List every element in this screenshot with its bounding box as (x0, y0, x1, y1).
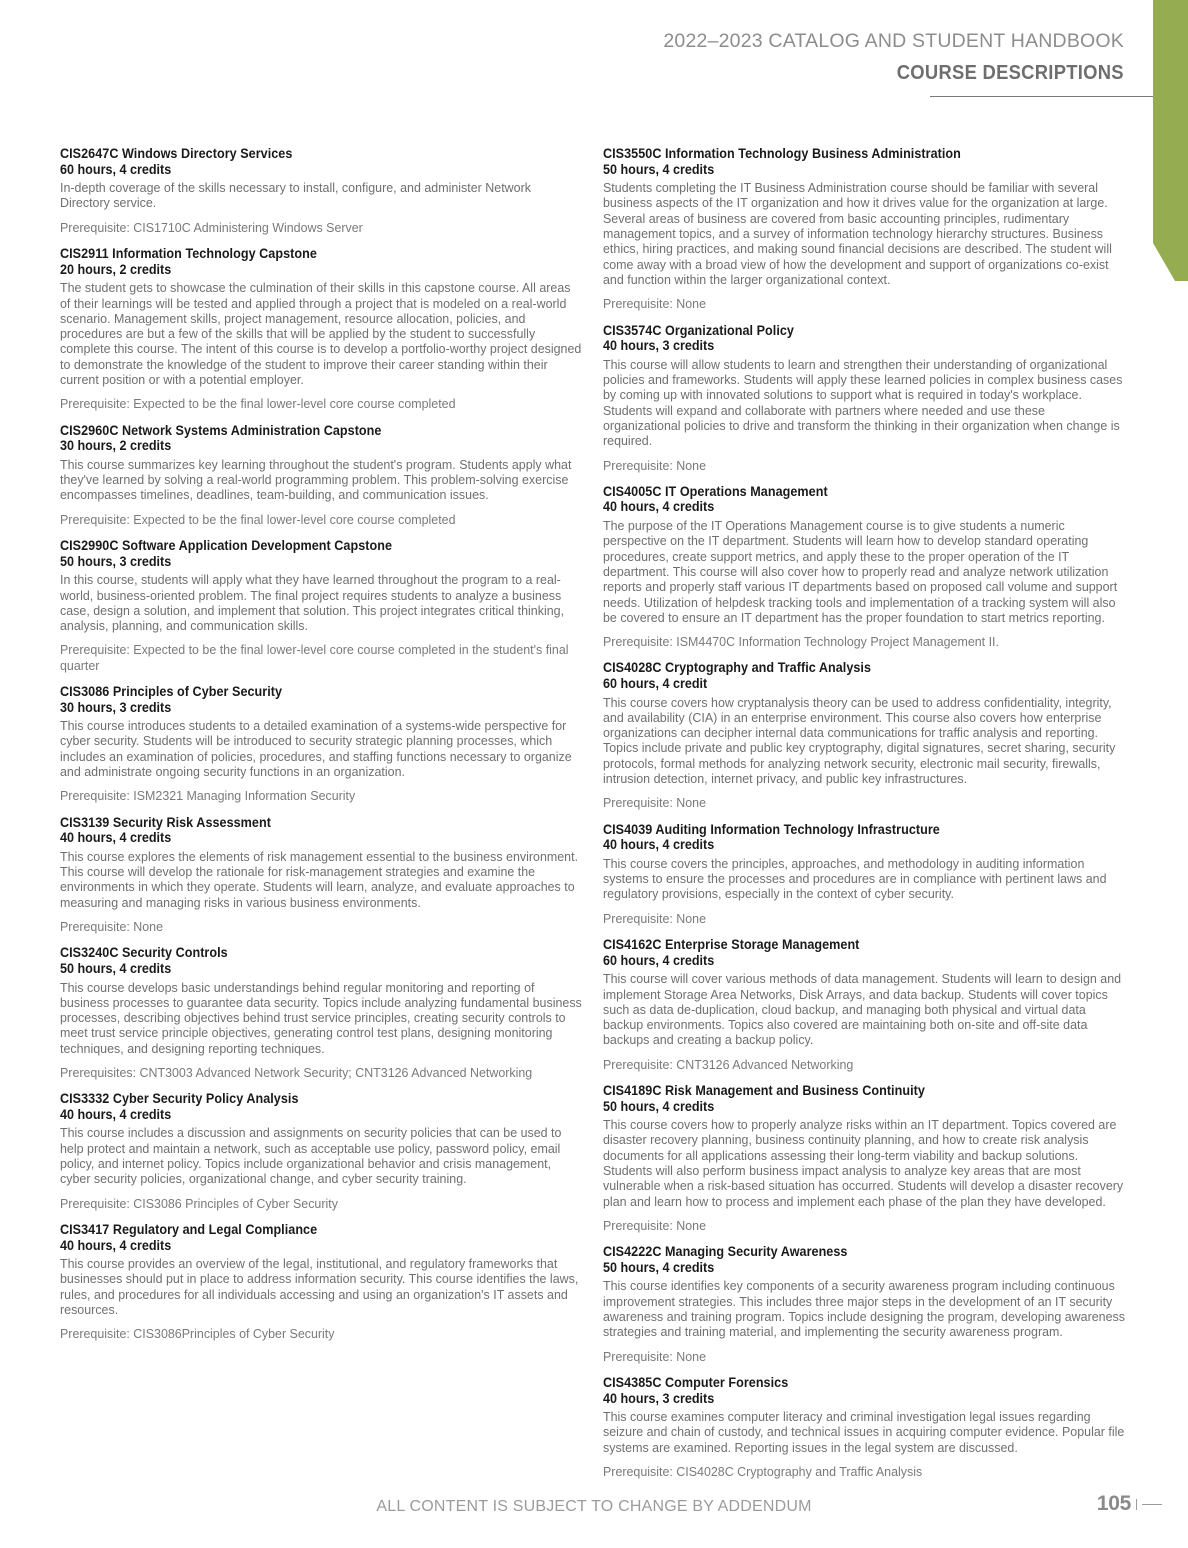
course-hours-credits: 50 hours, 4 credits (603, 161, 715, 177)
course-description: The student gets to showcase the culmination of their skills in this capstone course. All areas of their learnings will be tested and applied through a project that is modeled on a real-world scenario. Management skills, project management, resource allocation, policies, and procedures are but a few of the skills that will be applied by the student to successfully complete this course. The intent of this course is to develop a portfolio-worthy project designed to demonstrate the knowledge of the student to improve their career standing within their current position or with a potential employer. (60, 280, 582, 388)
course-hours-credits: 40 hours, 3 credits (603, 338, 715, 354)
footer-tick (1136, 1499, 1137, 1510)
course-title: CIS4222C Managing Security Awareness (603, 1244, 848, 1260)
footer-dash (1142, 1504, 1162, 1505)
course-title: CIS4385C Computer Forensics (603, 1374, 789, 1390)
course-prerequisite: Prerequisite: ISM4470C Information Technology Project Management II. (603, 634, 999, 650)
course-entry (603, 484, 1126, 650)
course-hours-credits: 40 hours, 4 credits (60, 830, 172, 846)
course-entry (60, 1091, 583, 1211)
course-prerequisite: Prerequisite: ISM2321 Managing Information Security (60, 788, 356, 804)
course-entry (603, 1375, 1126, 1479)
page-header (0, 0, 1188, 110)
course-hours-credits: 60 hours, 4 credits (603, 952, 715, 968)
course-entry (603, 937, 1126, 1072)
course-description: Students completing the IT Business Administration course should be familiar with several business aspects of the IT organization and how it drives value for the organization at large. Several areas of business are covered from basic accounting principles, rudimentary management topics, and a survey of information technology hierarchy structures. Business ethics, hiring practices, and making sound financial decisions are described. The student will come away with a broad view of how the development and support of organizations co-exist and function within the larger organizational context. (603, 180, 1112, 287)
course-description: This course includes a discussion and assignments on security policies that can be used to help protect and maintain a network, such as acceptable use policy, password policy, email policy, and internet policy. Topics include organizational behavior and crisis management, cyber security policies, organizational change, and cyber security training. (60, 1125, 562, 1187)
course-entry (603, 1083, 1126, 1233)
course-description: This course explores the elements of risk management essential to the business environment. This course will develop the rationale for risk-management strategies and examine the environments in which they operate. Students will learn, analyze, and evaluate approaches to measuring and managing risks in various business environments. (60, 848, 579, 910)
course-prerequisite: Prerequisite: None (603, 1348, 707, 1364)
course-prerequisite: Prerequisite: None (603, 1217, 707, 1233)
page-number: 105 (1096, 1492, 1131, 1515)
course-description: The purpose of the IT Operations Management course is to give students a numeric perspective on the IT department. Students will learn how to develop standard operating procedures, create support metrics, and apply these to the proper operation of the IT department. This course will also cover how to properly read and analyze network utilization reports and properly staff various IT departments based on proposed call volume and support needs. Utilization of helpdesk tracking tools and implementation of a tracking system will also be covered to ensure an IT department has the proper foundation to start metrics reporting. (603, 518, 1118, 625)
course-title: CIS3332 Cyber Security Policy Analysis (60, 1091, 299, 1107)
course-hours-credits: 40 hours, 4 credits (603, 837, 715, 853)
course-prerequisite: Prerequisite: CNT3126 Advanced Networking (603, 1056, 854, 1072)
course-entry (60, 684, 583, 804)
course-hours-credits: 60 hours, 4 credits (60, 161, 172, 177)
course-entry (603, 146, 1126, 312)
course-title: CIS3550C Information Technology Business Administration (603, 146, 961, 161)
course-hours-credits: 30 hours, 2 credits (60, 438, 172, 454)
course-description: In this course, students will apply what they have learned throughout the program to a real-world, business-oriented problem. The final project requires students to analyze a business case, design a solution, and implement that solution. This project integrates critical thinking, analysis, planning, and communication skills. (60, 572, 565, 634)
course-hours-credits: 50 hours, 4 credits (603, 1259, 715, 1275)
course-title: CIS4028C Cryptography and Traffic Analysis (603, 660, 872, 676)
course-prerequisite: Prerequisite: CIS1710C Administering Windows Server (60, 219, 363, 235)
course-hours-credits: 20 hours, 2 credits (60, 261, 172, 277)
course-title: CIS3240C Security Controls (60, 945, 228, 961)
course-hours-credits: 60 hours, 4 credit (603, 675, 708, 691)
course-title: CIS3139 Security Risk Assessment (60, 814, 271, 830)
page-number-block (1097, 1492, 1162, 1516)
course-prerequisite: Prerequisite: None (603, 910, 707, 926)
catalog-kicker: 2022–2023 CATALOG AND STUDENT HANDBOOK (663, 30, 1124, 52)
course-description: This course provides an overview of the legal, institutional, and regulatory frameworks that businesses should put in place to address information security. This course identifies the laws, rules, and procedures for all individuals accessing and using an organization's IT assets and resources. (60, 1256, 579, 1318)
course-entry (60, 246, 583, 412)
course-prerequisite: Prerequisite: None (603, 457, 707, 473)
course-entry (603, 660, 1126, 810)
course-description: This course will allow students to learn and strengthen their understanding of organizational policies and frameworks. Students will apply these learned policies in complex business cases by coming up with innovated solutions to support what is required in today's workplace. Students will expand and collaborate with partners where needed and use these organizational policies to drive and transform the thinking in their organization when change is required. (603, 356, 1123, 449)
course-hours-credits: 50 hours, 4 credits (603, 1098, 715, 1114)
page-footer (0, 1490, 1188, 1530)
course-prerequisite: Prerequisite: CIS3086Principles of Cyber Security (60, 1326, 335, 1342)
course-description: This course identifies key components of a security awareness program including continuous improvement strategies. This includes three major steps in the development of an IT security awareness and training program. Topics include designing the program, developing awareness strategies and training material, and implementing the security awareness program. (603, 1278, 1125, 1340)
course-title: CIS3574C Organizational Policy (603, 322, 794, 338)
course-hours-credits: 40 hours, 3 credits (603, 1390, 715, 1406)
course-hours-credits: 50 hours, 4 credits (60, 960, 172, 976)
course-title: CIS3417 Regulatory and Legal Compliance (60, 1221, 318, 1237)
course-title: CIS2960C Network Systems Administration Capstone (60, 422, 382, 438)
course-title: CIS2911 Information Technology Capstone (60, 246, 317, 262)
header-rule (930, 96, 1153, 97)
course-entry (603, 822, 1126, 926)
course-columns (60, 146, 1130, 1480)
course-entry (60, 815, 583, 935)
left-column (60, 146, 583, 1458)
course-prerequisite: Prerequisite: Expected to be the final lower-level core course completed (60, 511, 456, 527)
course-prerequisite: Prerequisites: CNT3003 Advanced Network Security; CNT3126 Advanced Networking (60, 1065, 533, 1080)
course-description: This course covers the principles, approaches, and methodology in auditing information systems to ensure the processes and procedures are in compliance with pertinent laws and regulatory provisions, especially in the context of cyber security. (603, 855, 1107, 902)
course-entry (60, 146, 583, 235)
course-prerequisite: Prerequisite: Expected to be the final lower-level core course completed in the student's final quarter (60, 642, 569, 673)
course-description: This course examines computer literacy and criminal investigation legal issues regarding seizure and chain of custody, and technical issues in acquiring computer evidence. Popular file systems are examined. Reporting issues in the legal system are discussed. (603, 1409, 1125, 1455)
course-entry (603, 323, 1126, 473)
course-description: This course covers how cryptanalysis theory can be used to address confidentiality, integrity, and availability (CIA) in an enterprise environment. This course also covers how enterprise organizations can decipher internal data communications for traffic analysis and reporting. Topics include private and public key cryptography, digital signatures, secret sharing, security protocols, formal methods for analyzing network security, electronic mail security, firewalls, intrusion detection, internet privacy, and public key infrastructures. (603, 694, 1116, 787)
course-title: CIS4189C Risk Management and Business Continuity (603, 1083, 925, 1098)
course-description: In-depth coverage of the skills necessary to install, configure, and administer Network Directory service. (60, 180, 531, 211)
course-title: CIS2990C Software Application Development Capstone (60, 538, 393, 554)
page-title: COURSE DESCRIPTIONS (896, 62, 1124, 84)
right-column (603, 146, 1126, 1480)
course-entry (60, 1222, 583, 1342)
course-hours-credits: 30 hours, 3 credits (60, 699, 172, 715)
course-description: This course develops basic understandings behind regular monitoring and reporting of business processes to guarantee data security. Topics include analyzing fundamental business processes, describing objectives behind trust service principles, creating security controls to meet trust service principle objectives, generating control test plans, designing monitoring techniques, and designing reporting techniques. (60, 979, 582, 1056)
course-prerequisite: Prerequisite: None (603, 296, 707, 312)
course-title: CIS4162C Enterprise Storage Management (603, 937, 860, 953)
course-hours-credits: 40 hours, 4 credits (60, 1106, 172, 1122)
course-prerequisite: Prerequisite: None (60, 919, 164, 935)
footer-disclaimer: ALL CONTENT IS SUBJECT TO CHANGE BY ADDENDUM (376, 1498, 812, 1515)
course-title: CIS2647C Windows Directory Services (60, 146, 293, 161)
course-prerequisite: Prerequisite: None (603, 795, 707, 811)
course-description: This course will cover various methods of data management. Students will learn to design and implement Storage Area Networks, Disk Arrays, and data backup. Students will cover topics such as data de-duplication, cloud backup, and managing both physical and virtual data backup environments. Topics also covered are maintaining both on-site and off-site data backups and creating a backup policy. (603, 971, 1122, 1048)
course-title: CIS4039 Auditing Information Technology Infrastructure (603, 821, 940, 837)
course-hours-credits: 40 hours, 4 credits (603, 499, 715, 515)
course-hours-credits: 40 hours, 4 credits (60, 1237, 172, 1253)
course-title: CIS4005C IT Operations Management (603, 483, 828, 499)
course-description: This course summarizes key learning throughout the student's program. Students apply what they've learned by solving a real-world programming problem. This problem-solving exercise encompasses timelines, deadlines, team-building, and communication issues. (60, 456, 572, 503)
course-prerequisite: Prerequisite: CIS3086 Principles of Cyber Security (60, 1195, 338, 1211)
course-prerequisite: Prerequisite: Expected to be the final lower-level core course completed (60, 396, 456, 412)
course-description: This course introduces students to a detailed examination of a systems-wide perspective for cyber security. Students will be introduced to security strategic planning processes, which includes an examination of policies, procedures, and staffing functions necessary to organize and administrate ongoing security functions in an organization. (60, 718, 572, 780)
course-entry (603, 1244, 1126, 1364)
course-title: CIS3086 Principles of Cyber Security (60, 683, 283, 699)
course-entry (60, 423, 583, 527)
course-entry (60, 945, 583, 1080)
course-entry (60, 538, 583, 673)
course-prerequisite: Prerequisite: CIS4028C Cryptography and Traffic Analysis (603, 1464, 923, 1480)
course-hours-credits: 50 hours, 3 credits (60, 553, 172, 569)
course-description: This course covers how to properly analyze risks within an IT department. Topics covered are disaster recovery planning, business continuity planning, and how to create risk analysis documents for all applications assessing their long-term viability and backup solutions. Students will also perform business impact analysis to analyze key areas that are most vulnerable when a risk-based situation has occurred. Students will develop a disaster recovery plan and learn how to process and implement each phase of the plan they have developed. (603, 1117, 1124, 1209)
